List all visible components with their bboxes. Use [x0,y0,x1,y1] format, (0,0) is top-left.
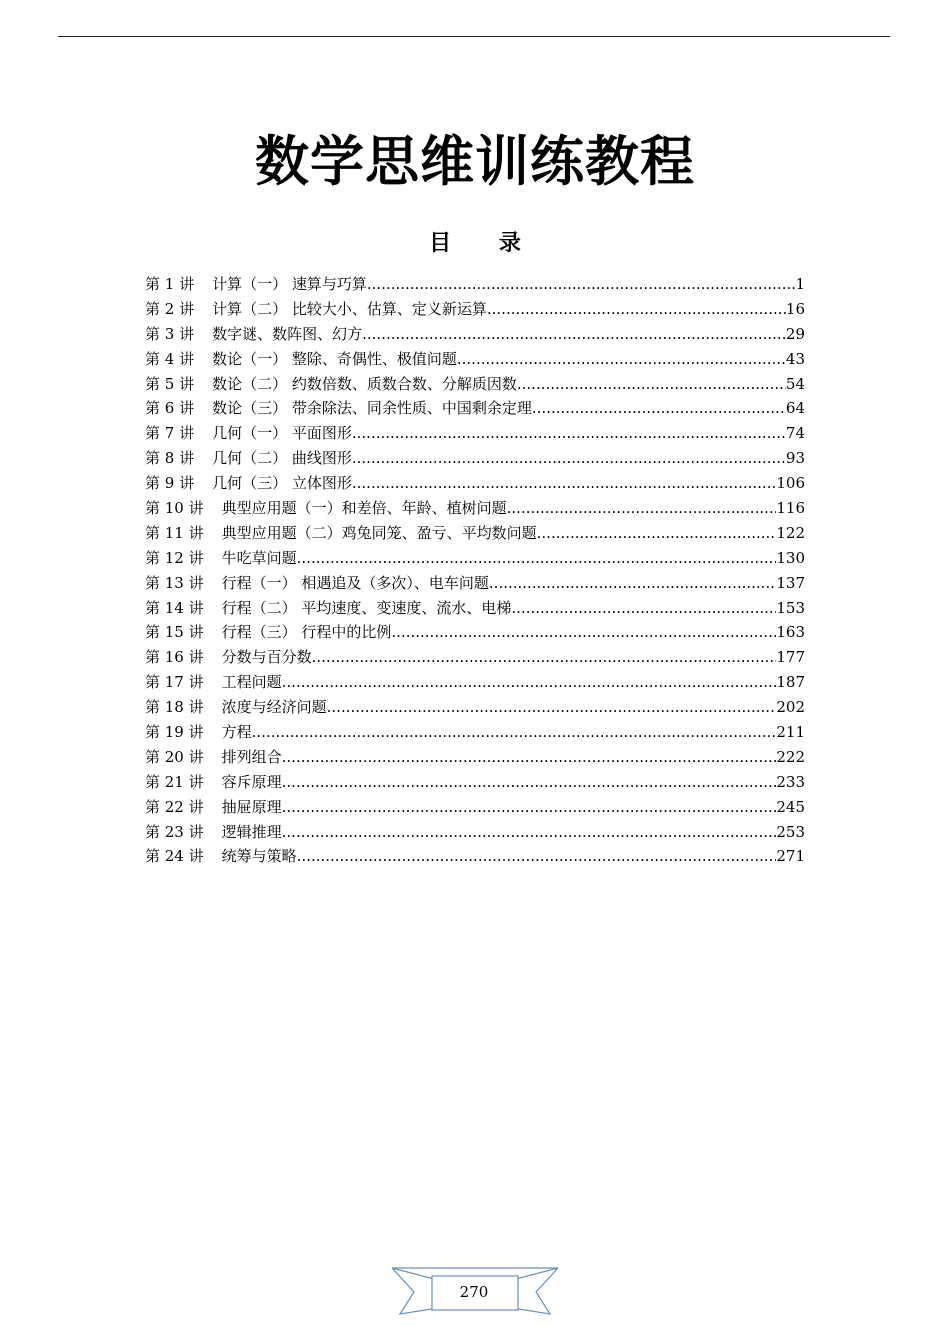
toc-entry-page: 233 [776,772,805,791]
toc-entry[interactable] [145,446,805,471]
toc-dot-leader [352,446,786,471]
toc-dot-leader [489,571,776,596]
toc-dot-leader [487,297,786,322]
toc-entry-page: 29 [785,324,805,343]
toc-entry-page: 222 [776,747,805,766]
toc-entry[interactable] [145,844,805,869]
toc-entry-page: 106 [776,474,805,493]
toc-dot-leader [282,745,777,770]
toc-dot-leader [507,496,777,521]
toc-entry-number: 第 10 讲 [145,499,204,518]
toc-entry[interactable] [145,745,805,770]
toc-entry-number: 第 24 讲 [145,847,204,866]
toc-dot-leader [362,322,786,347]
toc-dot-leader [352,471,776,496]
toc-entry-number: 第 3 讲 [145,324,195,343]
toc-entry[interactable] [145,820,805,845]
toc-dot-leader [282,795,777,820]
toc-entry[interactable] [145,421,805,446]
toc-entry-title: 容斥原理 [221,772,282,791]
toc-entry-page: 271 [776,847,805,866]
toc-entry-title: 数字谜、数阵图、幻方 [212,324,363,343]
toc-entry-page: 122 [776,523,805,542]
toc-entry-page: 153 [776,598,805,617]
toc-entry-title: 排列组合 [221,747,282,766]
table-of-contents [145,272,805,869]
toc-entry-title: 计算（二） 比较大小、估算、定义新运算 [212,299,487,318]
toc-entry-title: 方程 [221,723,252,742]
toc-dot-leader [511,596,776,621]
toc-entry-title: 典型应用题（一）和差倍、年龄、植树问题 [221,499,507,518]
toc-entry-page: 163 [776,623,805,642]
document-title: 数学思维训练教程 [255,130,695,193]
toc-entry-page: 245 [776,797,805,816]
toc-entry-title: 数论（一） 整除、奇偶性、极值问题 [212,349,457,368]
toc-dot-leader [282,670,777,695]
toc-entry[interactable] [145,645,805,670]
toc-entry-number: 第 7 讲 [145,424,195,443]
toc-heading: 目 录 [429,231,541,256]
toc-entry[interactable] [145,496,805,521]
toc-entry[interactable] [145,571,805,596]
toc-entry-page: 93 [785,449,805,468]
toc-entry-page: 177 [776,648,805,667]
toc-entry-page: 130 [776,548,805,567]
toc-entry-page: 137 [776,573,805,592]
toc-entry-title: 行程（三） 行程中的比例 [221,623,392,642]
toc-entry-page: 116 [776,499,805,518]
toc-entry-page: 64 [785,399,805,418]
toc-entry-number: 第 13 讲 [145,573,204,592]
toc-entry-number: 第 14 讲 [145,598,204,617]
toc-entry-page: 54 [785,374,805,393]
toc-entry[interactable] [145,471,805,496]
toc-entry-number: 第 16 讲 [145,648,204,667]
toc-dot-leader [297,546,777,571]
toc-dot-leader [537,521,777,546]
toc-entry-number: 第 17 讲 [145,673,204,692]
toc-entry-page: 1 [795,275,805,293]
toc-entry-page: 253 [776,822,805,841]
toc-entry[interactable] [145,795,805,820]
toc-dot-leader [367,272,796,297]
toc-dot-leader [282,820,777,845]
toc-dot-leader [532,396,786,421]
toc-entry-number: 第 6 讲 [145,399,195,418]
toc-entry-title: 分数与百分数 [221,648,312,667]
toc-entry-title: 行程（一） 相遇追及（多次）、电车问题 [221,573,489,592]
toc-dot-leader [517,372,786,397]
header-rule [58,36,890,37]
toc-entry[interactable] [145,272,805,297]
toc-entry[interactable] [145,322,805,347]
toc-dot-leader [352,421,786,446]
toc-entry[interactable] [145,620,805,645]
toc-entry-page: 16 [785,299,805,318]
toc-entry-page: 187 [776,673,805,692]
toc-entry-page: 202 [776,698,805,717]
toc-entry-number: 第 22 讲 [145,797,204,816]
toc-entry-number: 第 5 讲 [145,374,195,393]
toc-entry-title: 几何（一） 平面图形 [212,424,352,443]
toc-entry[interactable] [145,546,805,571]
toc-dot-leader [297,844,777,869]
toc-entry-title: 数论（三） 带余除法、同余性质、中国剩余定理 [212,399,532,418]
toc-entry[interactable] [145,695,805,720]
toc-entry-page: 43 [785,349,805,368]
toc-entry-title: 浓度与经济问题 [221,698,327,717]
toc-entry-number: 第 18 讲 [145,698,204,717]
toc-entry-number: 第 20 讲 [145,747,204,766]
toc-entry-page: 74 [785,424,805,443]
toc-entry-number: 第 11 讲 [145,523,204,542]
toc-entry[interactable] [145,720,805,745]
toc-entry-number: 第 1 讲 [145,275,195,293]
toc-entry-title: 几何（二） 曲线图形 [212,449,352,468]
toc-entry[interactable] [145,396,805,421]
toc-entry-number: 第 9 讲 [145,474,195,493]
toc-entry-title: 抽屉原理 [221,797,282,816]
toc-entry[interactable] [145,347,805,372]
toc-entry-title: 逻辑推理 [221,822,282,841]
toc-entry-number: 第 15 讲 [145,623,204,642]
toc-entry[interactable] [145,670,805,695]
toc-entry-number: 第 21 讲 [145,772,204,791]
toc-entry-number: 第 12 讲 [145,548,204,567]
toc-entry[interactable] [145,770,805,795]
toc-entry[interactable] [145,297,805,322]
toc-dot-leader [282,770,777,795]
toc-entry-title: 统筹与策略 [221,847,297,866]
toc-entry[interactable] [145,596,805,621]
toc-dot-leader [457,347,786,372]
toc-entry[interactable] [145,372,805,397]
toc-entry-page: 211 [776,723,805,742]
toc-entry-title: 行程（二） 平均速度、变速度、流水、电梯 [221,598,512,617]
toc-entry-title: 数论（二） 约数倍数、质数合数、分解质因数 [212,374,517,393]
page-number: 270 [459,1283,489,1301]
toc-entry-title: 牛吃草问题 [221,548,297,567]
toc-entry-title: 典型应用题（二）鸡兔同笼、盈亏、平均数问题 [221,523,537,542]
toc-dot-leader [327,695,777,720]
toc-entry[interactable] [145,521,805,546]
toc-dot-leader [391,620,776,645]
toc-dot-leader [312,645,777,670]
toc-entry-number: 第 19 讲 [145,723,204,742]
toc-entry-number: 第 8 讲 [145,449,195,468]
toc-entry-title: 工程问题 [221,673,282,692]
toc-entry-number: 第 2 讲 [145,299,195,318]
toc-entry-number: 第 23 讲 [145,822,204,841]
toc-entry-title: 计算（一） 速算与巧算 [212,275,367,293]
toc-dot-leader [252,720,777,745]
toc-entry-title: 几何（三） 立体图形 [212,474,352,493]
toc-entry-number: 第 4 讲 [145,349,195,368]
